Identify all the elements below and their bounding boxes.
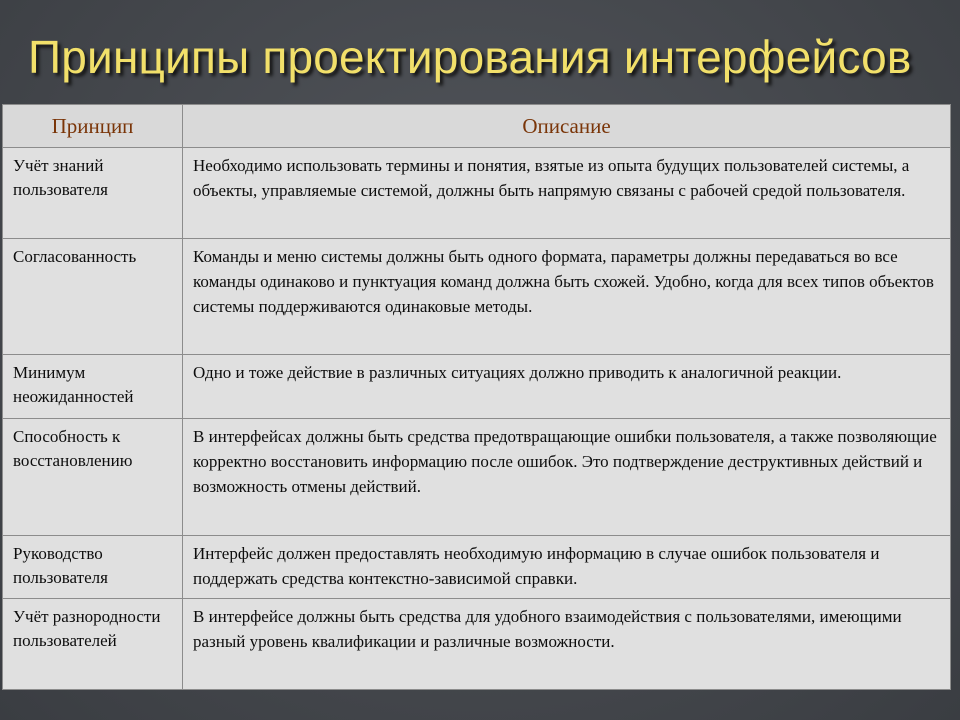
slide-title: Принципы проектирования интерфейсов [28,31,912,83]
principle-cell: Согласованность [3,239,183,355]
header-principle: Принцип [3,105,183,148]
principle-cell: Способность к восстановлению [3,419,183,536]
principle-cell: Минимум неожиданностей [3,355,183,419]
table-row [3,239,951,355]
header-description: Описание [183,105,951,148]
table-row [3,355,951,419]
table-row [3,599,951,690]
principles-table [2,104,951,690]
table-row [3,536,951,599]
description-cell: Необходимо использовать термины и понятия, взятые из опыта будущих пользователей системы, а объекты, управляемые системой, должны быть напрямую связаны с рабочей средой пользователя. [183,148,951,239]
principle-cell: Учёт знаний пользователя [3,148,183,239]
description-cell: В интерфейсе должны быть средства для удобного взаимодействия с пользователями, имеющими разный уровень квалификации и различные возможности. [183,599,951,690]
description-cell: Команды и меню системы должны быть одного формата, параметры должны передаваться во все команды одинаково и пунктуация команд должна быть схожей. Удобно, когда для всех типов объектов системы поддерживаются одинаковые методы. [183,239,951,355]
table-row [3,148,951,239]
table-row [3,419,951,536]
description-cell: В интерфейсах должны быть средства предотвращающие ошибки пользователя, а также позволяющие корректно восстановить информацию после ошибок. Это подтверждение деструктивных действий и возможность отмены действий. [183,419,951,536]
principle-cell: Руководство пользователя [3,536,183,599]
description-cell: Интерфейс должен предоставлять необходимую информацию в случае ошибок пользователя и поддержать средства контекстно-зависимой справки. [183,536,951,599]
description-cell: Одно и тоже действие в различных ситуациях должно приводить к аналогичной реакции. [183,355,951,419]
principle-cell: Учёт разнородности пользователей [3,599,183,690]
table-header-row [3,105,951,148]
